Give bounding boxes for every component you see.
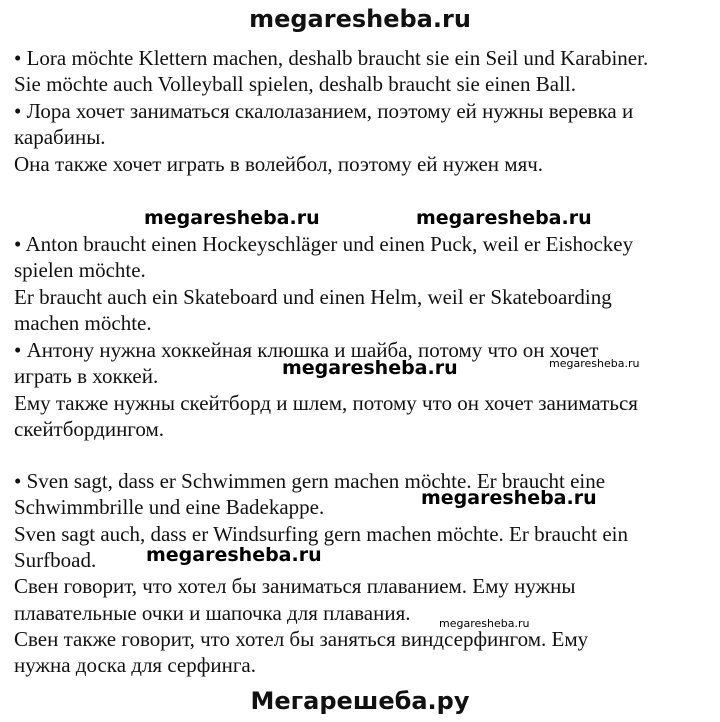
watermark: megaresheba.ru xyxy=(144,207,320,229)
watermark: megaresheba.ru xyxy=(439,617,530,630)
text-line: Sven sagt auch, dass er Windsurfing gern machen möchte. Er braucht ein xyxy=(14,522,628,546)
watermark: megaresheba.ru xyxy=(282,357,458,379)
text-line: Er braucht auch ein Skateboard und einen Helm, weil er Skateboarding xyxy=(14,285,612,309)
watermark: megaresheba.ru xyxy=(549,357,640,370)
text-line: скейтбордингом. xyxy=(14,417,165,441)
text-line: нужна доска для серфинга. xyxy=(14,653,257,677)
watermark: megaresheba.ru xyxy=(146,544,322,566)
site-logo-footer: Мегарешеба.ру xyxy=(250,687,470,715)
text-line: Surfboad. xyxy=(14,548,97,572)
text-line: • Лора хочет заниматься скалолазанием, поэтому ей нужны веревка и xyxy=(14,99,634,123)
text-line: Свен также говорит, что хотел бы заняться виндсерфингом. Ему xyxy=(14,627,589,651)
text-line: Sie möchte auch Volleyball spielen, deshalb braucht sie einen Ball. xyxy=(14,72,576,96)
text-line: Schwimmbrille und eine Badekappe. xyxy=(14,495,325,519)
watermark: megaresheba.ru xyxy=(421,487,597,509)
site-logo-header: megaresheba.ru xyxy=(249,5,471,33)
text-line: • Anton braucht einen Hockeyschläger und einen Puck, weil er Eishockey xyxy=(14,232,634,256)
text-line: Ему также нужны скейтборд и шлем, потому что он хочет заниматься xyxy=(14,391,638,415)
text-line: • Lora möchte Klettern machen, deshalb braucht sie ein Seil und Karabiner. xyxy=(14,46,649,70)
text-line: Свен говорит, что хотел бы заниматься плаванием. Ему нужны xyxy=(14,574,576,598)
watermark: megaresheba.ru xyxy=(416,207,592,229)
text-line: • Антону нужна хоккейная клюшка и шайба, потому что он хочет xyxy=(14,338,599,362)
text-line: • Sven sagt, dass er Schwimmen gern machen möchte. Er braucht eine xyxy=(14,469,606,493)
text-line: Она также хочет играть в волейбол, поэтому ей нужен мяч. xyxy=(14,152,544,176)
text-line: карабины. xyxy=(14,125,106,149)
text-line: играть в хоккей. xyxy=(14,364,159,388)
text-line: spielen möchte. xyxy=(14,258,146,282)
text-line: плавательные очки и шапочка для плавания. xyxy=(14,601,411,625)
text-line: machen möchte. xyxy=(14,311,152,335)
